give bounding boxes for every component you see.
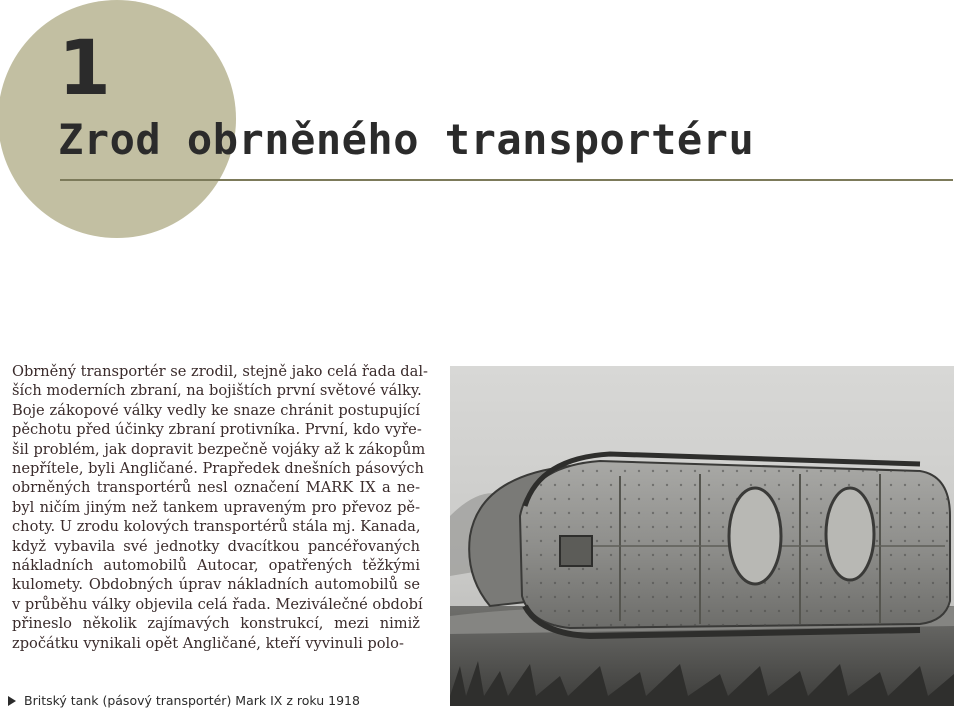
caption-text: Britský tank (pásový transportér) Mark IX z roku 1918 — [24, 693, 360, 708]
body-line: přineslo několik zajímavých konstrukcí, mezi nimiž — [12, 615, 420, 633]
chapter-number: 1 — [58, 23, 111, 112]
caption-arrow-icon — [8, 696, 16, 706]
tank-illustration — [450, 366, 954, 706]
body-line: šil problém, jak dopravit bezpečně vojáky až k zákopům — [12, 440, 426, 458]
body-line: nákladních automobilů Autocar, opatřených těžkými — [12, 557, 420, 575]
title-rule — [60, 179, 953, 181]
body-line: v průběhu války objevila celá řada. Meziválečné období — [12, 595, 423, 613]
photo-caption — [8, 693, 360, 708]
body-line: Obrněný transportér se zrodil, stejně jako celá řada dal- — [12, 363, 428, 380]
body-line: choty. U zrodu kolových transportérů stála mj. Kanada, — [12, 518, 421, 536]
body-line: obrněných transportérů nesl označení MARK IX a ne- — [12, 479, 420, 497]
body-paragraph — [12, 362, 428, 653]
body-line: ších moderních zbraní, na bojištích první světové války. — [12, 382, 422, 400]
body-line: nepřítele, byli Angličané. Prapředek dnešních pásových — [12, 460, 424, 478]
chapter-title: Zrod obrněného transportéru — [58, 115, 755, 164]
body-line: byl ničím jiným než tankem upraveným pro převoz pě- — [12, 498, 420, 516]
body-line: kulomety. Obdobných úprav nákladních automobilů se — [12, 576, 420, 594]
tank-photo — [450, 366, 954, 706]
body-line: Boje zákopové války vedly ke snaze chránit postupující — [12, 401, 420, 419]
body-line: zpočátku vynikali opět Angličané, kteří vyvinuli polo- — [12, 634, 404, 652]
body-line: když vybavila své jednotky dvacítkou pancéřovaných — [12, 537, 420, 555]
body-line: pěchotu před účinky zbraní protivníka. První, kdo vyře- — [12, 421, 422, 439]
